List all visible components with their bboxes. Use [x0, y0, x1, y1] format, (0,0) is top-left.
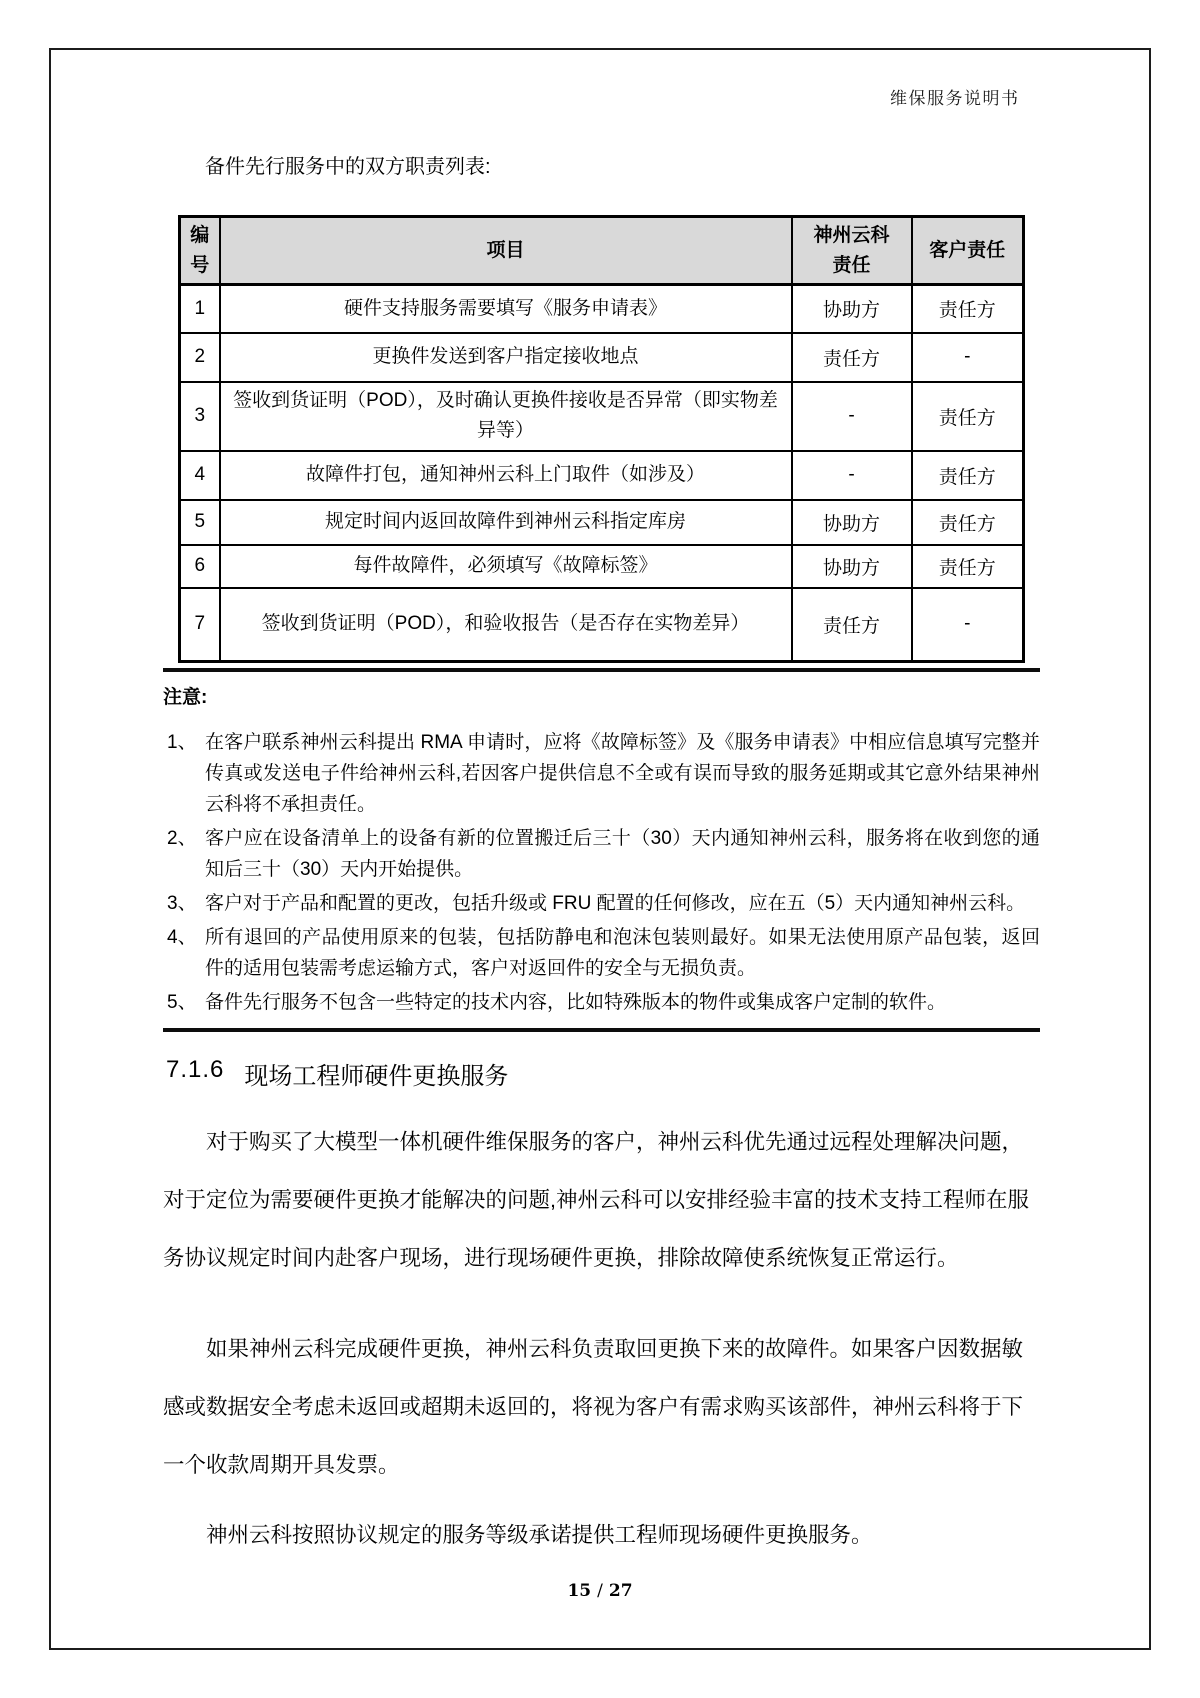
list-item-text: 所有退回的产品使用原来的包装，包括防静电和泡沫包装则最好。如果无法使用原产品包装，返回件的适用包装需考虑运输方式，客户对返回件的安全与无损负责。 [205, 927, 1040, 979]
list-item [163, 888, 1040, 919]
row-no-cell: 4 [180, 451, 220, 500]
customer-resp-cell: 责任方 [912, 285, 1024, 333]
row-no-cell: 7 [180, 588, 220, 662]
list-item-text: 备件先行服务不包含一些特定的技术内容，比如特殊版本的物件或集成客户定制的软件。 [205, 992, 947, 1013]
table-header [180, 217, 1024, 285]
list-item-text: 客户应在设备清单上的设备有新的位置搬迁后三十（30）天内通知神州云科，服务将在收到您的通知后三十（30）天内开始提供。 [205, 828, 1040, 880]
horizontal-rule [163, 1028, 1040, 1032]
row-item-cell: 更换件发送到客户指定接收地点 [220, 333, 792, 382]
body-paragraph: 对于购买了大模型一体机硬件维保服务的客户，神州云科优先通过远程处理解决问题，对于定位为需要硬件更换才能解决的问题,神州云科可以安排经验丰富的技术支持工程师在服务协议规定时间内赴客户现场，进行现场硬件更换，排除故障使系统恢复正常运行。 [163, 1130, 1029, 1270]
table-row [180, 451, 1024, 500]
table-row [180, 333, 1024, 382]
table-header-row [180, 217, 1024, 285]
section-number: 7.1.6 [166, 1056, 225, 1083]
vendor-resp-cell: - [792, 451, 912, 500]
vendor-resp-cell: 协助方 [792, 285, 912, 333]
table-row [180, 382, 1024, 451]
col-header-vendor-line1: 神州云科 [813, 224, 890, 246]
col-header-vendor [792, 217, 912, 285]
list-item-number: 1、 [167, 732, 197, 753]
customer-resp-cell: - [912, 333, 1024, 382]
horizontal-rule [163, 668, 1040, 672]
table-body [180, 285, 1024, 662]
vendor-resp-cell: 协助方 [792, 500, 912, 545]
col-header-item: 项目 [220, 217, 792, 285]
vendor-resp-cell: 协助方 [792, 545, 912, 588]
vendor-resp-cell: 责任方 [792, 588, 912, 662]
table-row [180, 285, 1024, 333]
body-paragraph: 神州云科按照协议规定的服务等级承诺提供工程师现场硬件更换服务。 [206, 1523, 873, 1547]
vendor-resp-cell: 责任方 [792, 333, 912, 382]
page-number-total: 27 [608, 1581, 633, 1601]
row-item-cell: 硬件支持服务需要填写《服务申请表》 [220, 285, 792, 333]
list-item-number: 2、 [167, 828, 197, 849]
col-header-customer: 客户责任 [912, 217, 1024, 285]
list-item-text: 客户对于产品和配置的更改，包括升级或 FRU 配置的任何修改，应在五（5）天内通知神州云科。 [205, 893, 1026, 914]
table-row [180, 500, 1024, 545]
list-item-number: 4、 [167, 927, 197, 948]
customer-resp-cell: 责任方 [912, 451, 1024, 500]
customer-resp-cell: - [912, 588, 1024, 662]
customer-resp-cell: 责任方 [912, 382, 1024, 451]
responsibility-table [178, 215, 1025, 663]
vendor-resp-cell: - [792, 382, 912, 451]
row-no-cell: 6 [180, 545, 220, 588]
notes-title: 注意: [163, 687, 208, 708]
customer-resp-cell: 责任方 [912, 545, 1024, 588]
row-item-cell: 规定时间内返回故障件到神州云科指定库房 [220, 500, 792, 545]
list-item-number: 5、 [167, 992, 197, 1013]
section-title: 现场工程师硬件更换服务 [244, 1063, 509, 1090]
row-no-cell: 2 [180, 333, 220, 382]
page-number [0, 1581, 1200, 1601]
row-item-cell: 故障件打包，通知神州云科上门取件（如涉及） [220, 451, 792, 500]
list-item [163, 727, 1040, 820]
col-header-no: 编号 [180, 217, 220, 285]
row-item-cell: 签收到货证明（POD），及时确认更换件接收是否异常（即实物差异等） [220, 382, 792, 451]
page-number-separator: / [597, 1581, 603, 1601]
list-item-text: 在客户联系神州云科提出 RMA 申请时，应将《故障标签》及《服务申请表》中相应信息填写完整并传真或发送电子件给神州云科,若因客户提供信息不全或有误而导致的服务延期或其它意外结果神州云科将不承担责任。 [205, 732, 1040, 815]
row-no-cell: 3 [180, 382, 220, 451]
table-caption: 备件先行服务中的双方职责列表: [205, 156, 491, 178]
row-no-cell: 5 [180, 500, 220, 545]
list-item [163, 922, 1040, 984]
list-item [163, 987, 1040, 1018]
customer-resp-cell: 责任方 [912, 500, 1024, 545]
col-header-vendor-line2: 责任 [832, 254, 871, 276]
page-number-current: 15 [567, 1581, 592, 1601]
body-paragraph: 如果神州云科完成硬件更换，神州云科负责取回更换下来的故障件。如果客户因数据敏感或数据安全考虑未返回或超期未返回的，将视为客户有需求购买该部件，神州云科将于下一个收款周期开具发票。 [163, 1337, 1024, 1477]
table-row [180, 588, 1024, 662]
document-header-title: 维保服务说明书 [890, 89, 1020, 109]
table-row [180, 545, 1024, 588]
list-item [163, 823, 1040, 885]
row-item-cell: 签收到货证明（POD），和验收报告（是否存在实物差异） [220, 588, 792, 662]
row-item-cell: 每件故障件，必须填写《故障标签》 [220, 545, 792, 588]
list-item-number: 3、 [167, 893, 197, 914]
row-no-cell: 1 [180, 285, 220, 333]
notes-list [163, 727, 1040, 1018]
section-heading [166, 1056, 508, 1091]
